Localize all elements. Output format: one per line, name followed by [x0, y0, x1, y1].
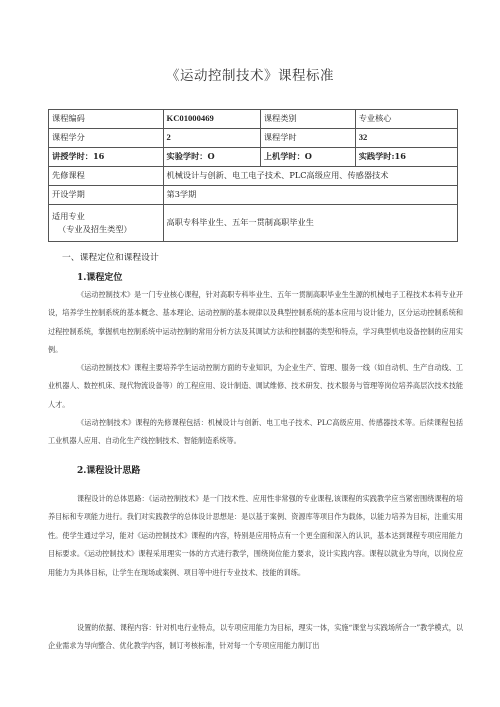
table-row — [49, 167, 458, 186]
prereq-label: 先修课程 — [49, 167, 164, 186]
table-row — [49, 148, 458, 167]
credits-label: 课程学分 — [49, 129, 164, 148]
lab-hours: 实验学时：O — [163, 148, 260, 167]
course-type-label: 课程类别 — [260, 110, 355, 129]
course-code-value: KC01000469 — [163, 110, 260, 129]
credits-value: 2 — [163, 129, 260, 148]
table-row — [49, 205, 458, 242]
major-value: 高职专科毕业生、五年一贯制高职毕业生 — [163, 205, 457, 242]
lecture-hours: 讲授学时：16 — [49, 148, 164, 167]
table-row — [49, 186, 458, 205]
semester-value: 第3学期 — [163, 186, 457, 205]
semester-label: 开设学期 — [49, 186, 164, 205]
course-info-table — [48, 109, 458, 242]
prereq-value: 机械设计与创新、电工电子技术、PLC高级应用、传感器技术 — [163, 167, 457, 186]
paragraph-design-1: 课程设计的总体思路：《运动控制技术》是一门技术性、应用性非常强的专业课程,该课程的实践教学应当紧密围绕课程的培养目标和专项能力进行。我们对实践教学的总体设计思想是：是以基于案例、资源库等项目作为载体，以能力培养为目标，注重实用性。使学生通过学习，能对《运动控制技术》课程的内容，特别是应用特点有一个更全面和深入的认识，基本达到课程专项应用能力目标要求。《运动控制技术》课程采用理实一体的方式进行教学，围绕岗位能力要求，设计实践内容。课程以就业为导向，以岗位应用能力为具体目标，让学生在现场或案例、项目等中进行专业技术、技能的训练。 — [48, 494, 463, 577]
practice-hours: 实践学时:16 — [355, 148, 457, 167]
hours-value: 32 — [355, 129, 457, 148]
subsection-heading-design: 2.课程设计思路 — [77, 466, 141, 476]
major-label-line1: 适用专业 — [52, 210, 85, 221]
page-title: 《运动控制技术》课程标准 — [166, 68, 334, 84]
course-code-label: 课程编码 — [49, 110, 164, 129]
table-row — [49, 129, 458, 148]
table-row — [49, 110, 458, 129]
subsection-heading-positioning: 1.课程定位 — [77, 273, 123, 283]
course-type-value: 专业核心 — [355, 110, 457, 129]
paragraph-design-2: 设置的依据、课程内容：针对机电行业特点，以专项应用能力为目标，理实一体，实施“课堂与实践场所合一”教学模式，以企业需求为导向整合、优化教学内容，制订考核标准，针对每一个专项应用能力制订出 — [48, 623, 463, 651]
computer-hours: 上机学时：O — [260, 148, 355, 167]
major-label — [49, 205, 164, 242]
major-label-line2: （专业及招生类型） — [58, 224, 132, 234]
hours-label: 课程学时 — [260, 129, 355, 148]
section-heading: 一、课程定位和课程设计 — [62, 253, 159, 263]
paragraph-positioning-3: 《运动控制技术》课程的先修课程包括：机械设计与创新、电工电子技术、PLC高级应用、传感器技术等。后续课程包括工业机器人应用、自动化生产线控制技术、智能制造系统等。 — [48, 418, 463, 446]
paragraph-positioning-1: 《运动控制技术》是一门专业核心课程，针对高职专科毕业生、五年一贯制高职毕业生生源的机械电子工程技术本科专业开设，培养学生控制系统的基本概念、基本理论、运动控制的基本规律以及典型控制系统的基本应用与设计能力，区分运动控制系统和过程控制系统，掌握机电控制系统中运动控制的常用分析方法及其调试方法和控制器的类型和特点，学习典型机电设备控制的应用实例。 — [48, 290, 463, 355]
paragraph-positioning-2: 《运动控制技术》课程主要培养学生运动控制方面的专业知识，为企业生产、管理、服务一线（如自动机、生产自动线、工业机器人、数控机床、现代物流设备等）的工程应用、设计制造、调试维修、技术研发、技术服务与管理等岗位培养高层次技术技能人才。 — [48, 363, 463, 409]
